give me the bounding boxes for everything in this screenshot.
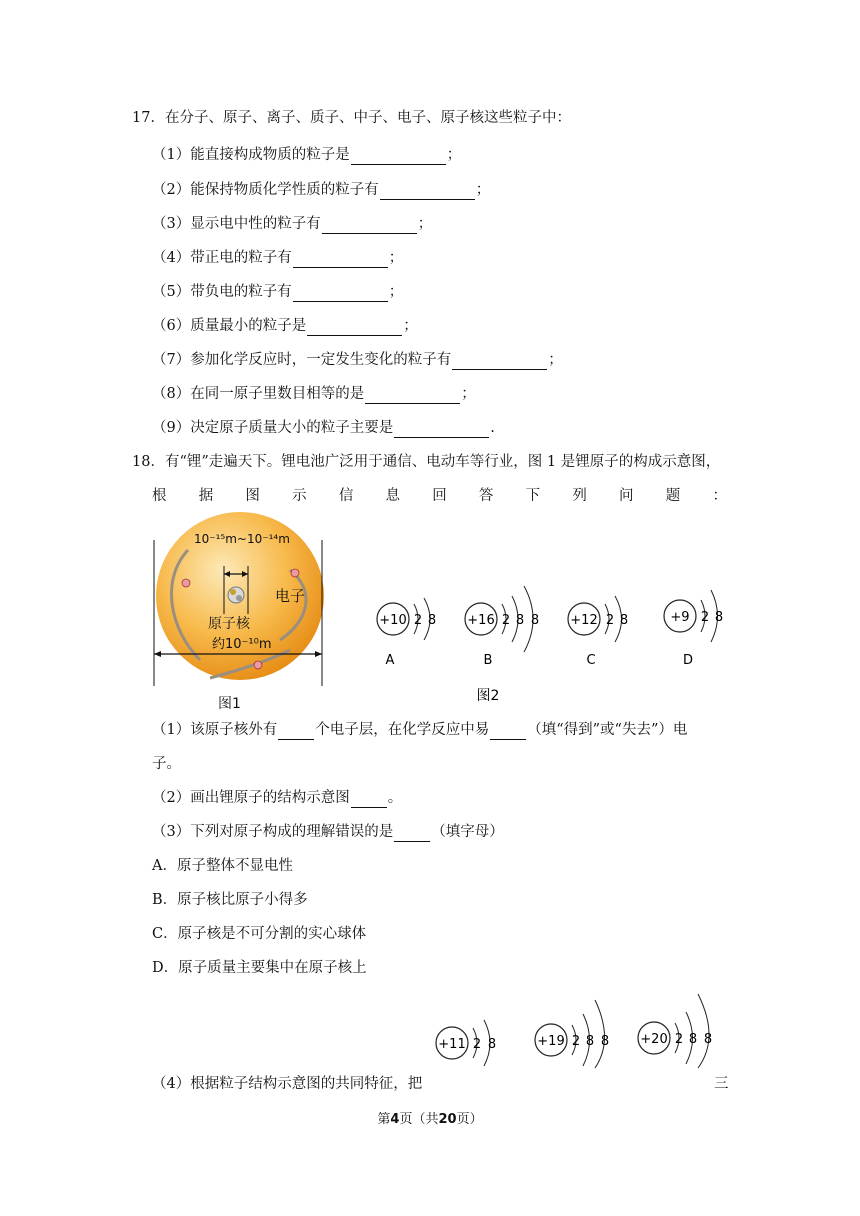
nucleus-charge: +16 (467, 613, 495, 628)
option-a: A．原子整体不显电性 (152, 858, 293, 874)
answer-blank[interactable] (365, 387, 460, 404)
nucleus-charge: +11 (438, 1037, 466, 1052)
figure-1-lithium-atom (140, 510, 340, 720)
option-letter: C (586, 653, 596, 668)
q18-part4: （4）根据粒子结构示意图的共同特征，把 (152, 1076, 423, 1092)
punct: ； (417, 216, 433, 232)
q18-part1-cont: 子。 (152, 756, 181, 772)
q18-part3-text: （3）下列对原子构成的理解错误的是 (152, 824, 394, 840)
q18-part1-text: （1）该原子核外有 (152, 722, 278, 738)
answer-blank[interactable] (293, 251, 388, 268)
answer-blank[interactable] (307, 319, 402, 336)
neutron-icon (236, 595, 242, 601)
page-number: 4 (390, 1112, 400, 1127)
q17-item-1 (152, 145, 461, 165)
q17-item-7-text: （7）参加化学反应时，一定发生变化的粒子有 (152, 352, 452, 368)
punct: ； (388, 250, 404, 266)
q17-item-4 (152, 248, 403, 268)
q18-part1-text: 个电子层，在化学反应中易 (315, 722, 490, 738)
answer-blank[interactable] (394, 421, 489, 438)
q18-stem-line2 (152, 486, 727, 506)
shell-electrons: 8 (688, 1032, 698, 1047)
stem-char: 答 (478, 488, 494, 504)
electron-icon (254, 661, 262, 669)
punct: ； (461, 386, 476, 402)
nucleus-charge: +9 (670, 610, 690, 625)
electron-icon (182, 579, 190, 587)
stem-char: 信 (338, 488, 354, 504)
stem-char: 下 (525, 488, 541, 504)
nucleus-charge: +19 (537, 1034, 565, 1049)
answer-blank[interactable] (452, 353, 547, 370)
atom-diagram-a (377, 598, 436, 668)
punct: ； (446, 147, 462, 163)
arrow-head (154, 651, 161, 657)
shell-electrons: 8 (619, 613, 629, 628)
answer-blank[interactable] (278, 723, 314, 740)
shell-electrons: 2 (413, 613, 423, 628)
electron-label: 电子 (275, 587, 306, 605)
q17-item-3-text: （3）显示电中性的粒子有 (152, 216, 321, 232)
shell-arc (698, 994, 709, 1068)
atom-diagram-c (568, 596, 628, 668)
answer-blank[interactable] (394, 825, 430, 842)
page-total: 20 (438, 1112, 457, 1127)
option-b: B．原子核比原子小得多 (152, 892, 308, 908)
shell-electrons: 8 (600, 1034, 610, 1049)
arrow-head (315, 651, 322, 657)
fig1-scale-label: 10⁻¹⁵m~10⁻¹⁴m (194, 532, 290, 546)
stem-char: 题 (665, 488, 681, 504)
punct: . (490, 420, 495, 436)
stem-char: 示 (292, 488, 307, 504)
option-letter: B (483, 653, 493, 668)
stem-char: 息 (385, 488, 401, 504)
punct: ； (403, 318, 418, 334)
nucleus-charge: +12 (570, 613, 598, 628)
footer-text: 页（共 (399, 1112, 439, 1127)
stem-char: 据 (198, 488, 214, 504)
atom-size-label: 约10⁻¹⁰m (212, 637, 272, 652)
fig1-caption: 图1 (218, 696, 241, 712)
q17-item-6-text: （6）质量最小的粒子是 (152, 318, 307, 334)
shell-electrons: 8 (714, 610, 724, 625)
nucleus-charge: +20 (640, 1032, 668, 1047)
shell-electrons: 8 (487, 1037, 497, 1052)
q17-item-5 (152, 282, 403, 302)
answer-blank[interactable] (351, 791, 387, 808)
answer-blank[interactable] (490, 723, 526, 740)
atom-diagram (638, 994, 712, 1068)
atom-diagram-d (664, 590, 723, 668)
shell-electrons: 8 (530, 613, 540, 628)
answer-blank[interactable] (380, 183, 475, 200)
footer-text: 页） (456, 1112, 483, 1127)
shell-electrons: 2 (674, 1032, 684, 1047)
stem-char: 图 (245, 488, 260, 504)
page-footer (0, 1108, 860, 1127)
q18-part1-text: （填“得到”或“失去”）电 (527, 722, 688, 738)
nucleus-charge: +10 (379, 613, 407, 628)
shell-electrons: 2 (571, 1034, 581, 1049)
stem-char: 回 (432, 488, 447, 504)
q17-item-2-text: （2）能保持物质化学性质的粒子有 (152, 182, 379, 198)
proton-icon (230, 589, 236, 595)
q17-item-3 (152, 214, 432, 234)
nucleus-icon (228, 587, 244, 603)
q17-item-8-text: （8）在同一原子里数目相等的是 (152, 386, 365, 402)
shell-electrons: 8 (515, 613, 525, 628)
q17-item-9 (152, 418, 495, 438)
nucleus-label: 原子核 (208, 616, 250, 632)
electron-icon (291, 569, 299, 577)
q17-item-4-text: （4）带正电的粒子有 (152, 250, 292, 266)
option-letter: D (682, 653, 694, 668)
atom-diagram (535, 1000, 609, 1068)
shell-electrons: 2 (605, 613, 615, 628)
footer-text: 第 (377, 1112, 391, 1127)
q17-item-8 (152, 384, 476, 404)
atom-diagram-b (465, 586, 539, 668)
option-d: D．原子质量主要集中在原子核上 (152, 960, 367, 976)
shell-electrons: 8 (585, 1034, 595, 1049)
q18-stem-line1: 18．有“锂”走遍天下。锂电池广泛用于通信、电动车等行业，图 1 是锂原子的构成示意图， (132, 454, 721, 470)
answer-blank[interactable] (322, 217, 417, 234)
stem-char: 问 (619, 488, 634, 504)
q18-part3-text: （填字母） (431, 824, 504, 840)
figure-2-atom-diagrams (360, 560, 740, 710)
q18-part1 (152, 720, 687, 740)
atom-diagram (436, 1020, 496, 1066)
answer-blank[interactable] (351, 148, 446, 165)
punct: 。 (387, 790, 403, 806)
q18-part4-tail: 三 (714, 1076, 729, 1092)
fig2-caption: 图2 (476, 688, 500, 704)
punct: ； (475, 182, 491, 198)
stem-char: ： (712, 488, 727, 504)
shell-electrons: 8 (427, 613, 437, 628)
q18-part2-text: （2）画出锂原子的结构示意图 (152, 790, 350, 806)
q17-item-5-text: （5）带负电的粒子有 (152, 284, 292, 300)
q17-item-7 (152, 350, 563, 370)
q17-item-2 (152, 180, 490, 200)
q17-item-1-text: （1）能直接构成物质的粒子是 (152, 147, 350, 163)
shell-electrons: 2 (472, 1037, 482, 1052)
figure-3-atom-diagrams (430, 990, 730, 1070)
stem-char: 列 (572, 488, 587, 504)
punct: ； (388, 284, 404, 300)
option-letter: A (385, 653, 395, 668)
shell-electrons: 8 (703, 1032, 713, 1047)
punct: ； (548, 352, 563, 368)
option-c: C．原子核是不可分割的实心球体 (152, 926, 367, 942)
q18-part3 (152, 822, 504, 842)
answer-blank[interactable] (293, 285, 388, 302)
shell-electrons: 2 (700, 610, 710, 625)
q17-item-6 (152, 316, 418, 336)
shell-electrons: 2 (501, 613, 511, 628)
stem-char: 根 (152, 488, 167, 504)
q18-part2 (152, 788, 402, 808)
q17-stem: 17．在分子、原子、离子、质子、中子、电子、原子核这些粒子中： (132, 110, 571, 126)
q17-item-9-text: （9）决定原子质量大小的粒子主要是 (152, 420, 394, 436)
